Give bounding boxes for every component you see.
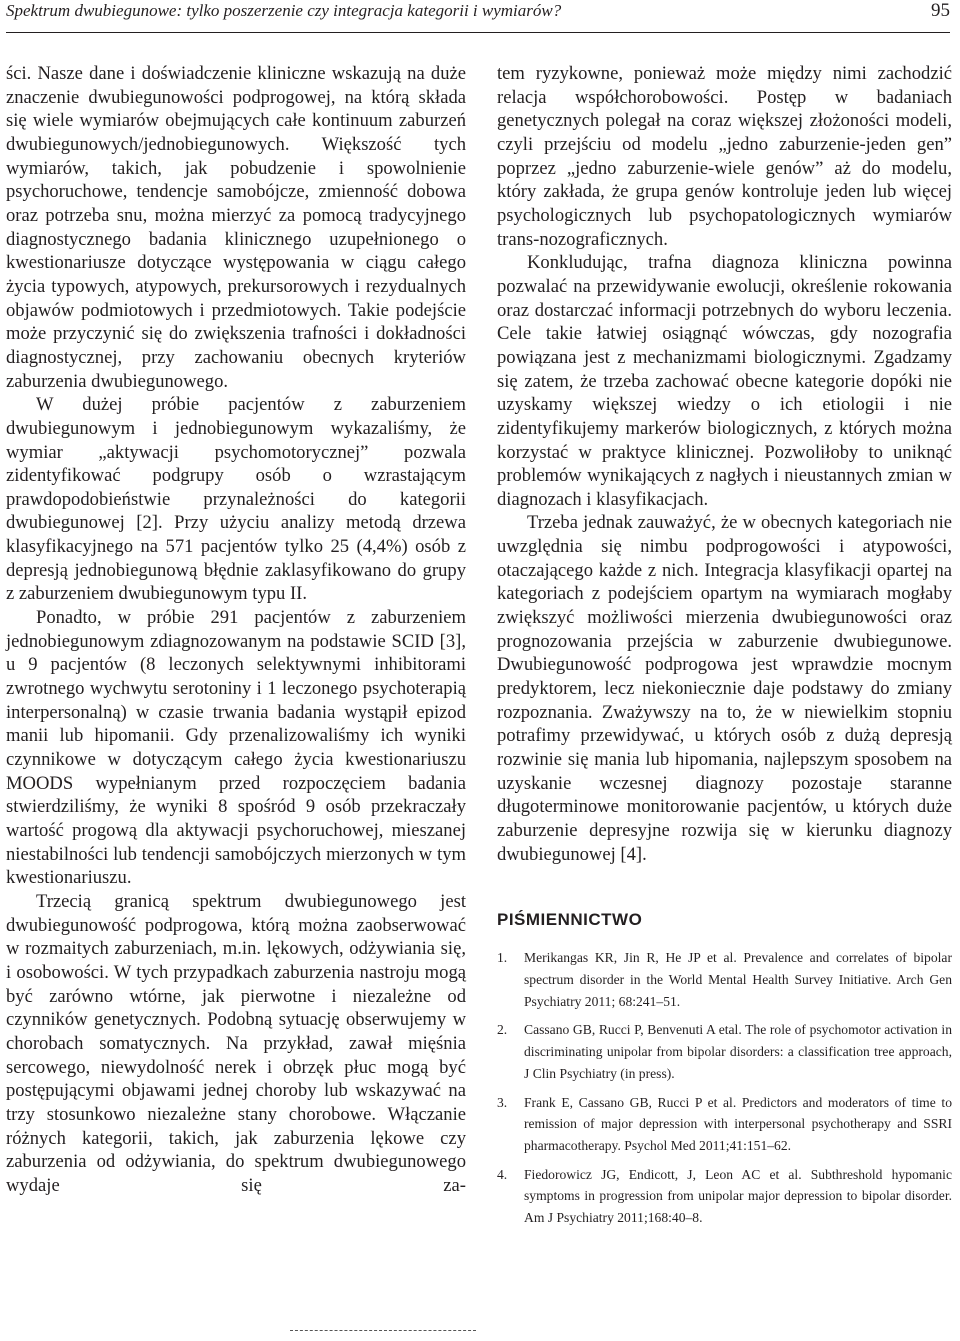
paragraph: Trzeba jednak zauważyć, że w obecnych kategoriach nie uwzględnia się nimbu podprogowości i atypowości, otaczającego każde z nich. Integracja klasyfikacji opartej na kategoriach z podejściem opartym na wymiarach mogłaby zwiększyć możliwości mierzenia dwubiegunowości oraz prognozowania przejścia w zaburzenie dwubiegunowe. Dwubiegunowość podprogowa jest wprawdzie mocnym predyktorem, lecz niekoniecznie daje podstawy do zmiany rozpoznania. Zważywszy na to, że w niewielkim stopniu potrafimy przewidywać, u których osób z dużą depresją rozwinie się mania lub hipomania, najlepszym sposobem na uzyskanie wczesnej diagnozy pozostaje staranne długoterminowe monitorowanie pacjentów, u których duże zaburzenie depresyjne rozwija się w kierunku diagnozy dwubiegunowej [4]. [497,512,952,865]
reference-number: 3. [497,1094,508,1110]
paragraph: Trzecią granicą spektrum dwubiegunowego jest dwubiegunowość podprogowa, którą można zaobserwować w rozmaitych zaburzeniach, m.in. lękowych, odżywiania się, i osobowości. W tych przypadkach zaburzenia nastroju mogą być zarówno wtórne, jak pierwotne i niezależne od czynników genetycznych. Podobną sytuację obserwujemy w chorobach somatycznych. Na przykład, zawał mięśnia sercowego, niewydolność nerek i obrzęk płuc mogą być postępującymi objawami jednej choroby lub wskazywać na trzy stosunkowo niezależne stany chorobowe. Włączanie różnych kategorii, takich, jak zaburzenia lękowe czy zaburzenia od odżywiania, do spektrum dwubiegunowego wydaje się za- [6,890,466,1196]
reference-item [497,947,952,1012]
references-list [497,947,952,1228]
reference-number: 4. [497,1166,508,1182]
paragraph: Konkludując, trafna diagnoza kliniczna powinna pozwalać na przewidywanie ewolucji, określenie rokowania oraz dostarczać informacji potrzebnych do wyboru leczenia. Cele takie łatwiej osiągnąć wówczas, gdy nozografia powiązana jest z mechanizmami biologicznymi. Zgadzamy się zatem, że trzeba zachować obecne kategorie dopóki nie uzyskamy większej wiedzy o ich etiologii i nie zidentyfikujemy markerów biologicznych, z których można korzystać w praktyce klinicznej. Pozwoliłoby to uniknąć problemów wynikających z nagłych i nieustannych zmian w diagnozach i klasyfikacjach. [497,252,952,510]
footer-divider [290,1330,476,1331]
reference-item [497,1019,952,1084]
references-heading: PIŚMIENNICTWO [497,910,643,930]
paragraph: W dużej próbie pacjentów z zaburzeniem dwubiegunowym i jednobiegunowym wykazaliśmy, że wymiar „aktywacji psychomotorycznej” pozwala zidentyfikować podgrupy osób o wzrastającym prawdopodobieństwie przynależności do kategorii dwubiegunowej [2]. Przy użyciu analizy metodą drzewa klasyfikacyjnego na 571 pacjentów tylko 25 (4,4%) osób z depresją jednobiegunową błędnie zaklasyfikowano do grupy z zaburzeniem dwubiegunowym typu II. [6,394,466,605]
paragraph: tem ryzykowne, ponieważ może między nimi zachodzić relacja współchorobowości. Postęp w badaniach genetycznych polegał na coraz większej złożoności modeli, czyli przejściu od modelu „jedno zaburzenie-jeden gen” poprzez „jedno zaburzenie-wiele genów” aż do modelu, który zakłada, że grupa genów kontroluje jeden lub więcej psychologicznych lub psychopatologicznych wymiarów trans-nozograficznych. [497,63,952,250]
reference-text: Merikangas KR, Jin R, He JP et al. Prevalence and correlates of bipolar spectrum disorder in the World Mental Health Survey Initiative. Arch Gen Psychiatry 2011; 68:241–51. [524,950,952,1009]
running-header [6,0,950,22]
reference-number: 1. [497,950,508,966]
right-column [497,62,952,1236]
running-title: Spektrum dwubiegunowe: tylko poszerzenie czy integracja kategorii i wymiarów? [6,1,562,20]
reference-text: Frank E, Cassano GB, Rucci P et al. Predictors and moderators of time to remission of major depression with interpersonal psychotherapy and SSRI pharmacotherapy. Psychol Med 2011;41:151–62. [524,1094,952,1153]
header-rule [6,32,950,33]
reference-text: Cassano GB, Rucci P, Benvenuti A etal. The role of psychomotor activation in discriminating unipolar from bipolar disorders: a classification tree approach, J Clin Psychiatry (in press). [524,1022,952,1081]
left-column [6,62,466,1198]
page-number: 95 [931,0,950,21]
reference-item [497,1164,952,1229]
paragraph: ści. Nasze dane i doświadczenie kliniczne wskazują na duże znaczenie dwubiegunowości podprogowej, na którą składa się wiele wymiarów obejmujących całe kontinuum zaburzeń dwubiegunowych/jednobiegunowych. Większość tych wymiarów, takich, jak pobudzenie i spowolnienie psychoruchowe, tendencje samobójcze, zmienność dobowa oraz potrzeba snu, można mierzyć za pomocą tradycyjnego diagnostycznego badania klinicznego uzupełnionego o kwestionariusze dotyczące występowania w ciągu całego życia typowych, atypowych, prekursorowych i rezydualnych objawów podmiotowych i przedmiotowych. Takie podejście może przyczynić się do zwiększenia trafności i dokładności diagnostycznej, przy zachowaniu obecnych kryteriów zaburzenia dwubiegunowego. [6,63,466,392]
reference-number: 2. [497,1022,508,1038]
reference-item [497,1092,952,1157]
paragraph: Ponadto, w próbie 291 pacjentów z zaburzeniem jednobiegunowym zdiagnozowanym na podstawie SCID [3], u 9 pacjentów (8 leczonych selektywnymi inhibitorami zwrotnego wychwytu serotoniny i 1 leczonego psychoterapią interpersonalną) w czasie trwania badania wystąpił epizod manii lub hipomanii. Gdy przenalizowaliśmy ich wyniki czynnikowe w dotyczącym całego życia kwestionariuszu MOODS wypełnianym przed rozpoczęciem badania stwierdziliśmy, że wyniki 8 spośród 9 osób przekraczały wartość progową dla aktywacji psychoruchowej, mieszanej niestabilności lub tendencji samobójczych mierzonych w tym kwestionariuszu. [6,607,466,889]
reference-text: Fiedorowicz JG, Endicott, J, Leon AC et al. Subthreshold hypomanic symptoms in progression from unipolar major depression to bipolar disorder. Am J Psychiatry 2011;168:40–8. [524,1166,952,1226]
